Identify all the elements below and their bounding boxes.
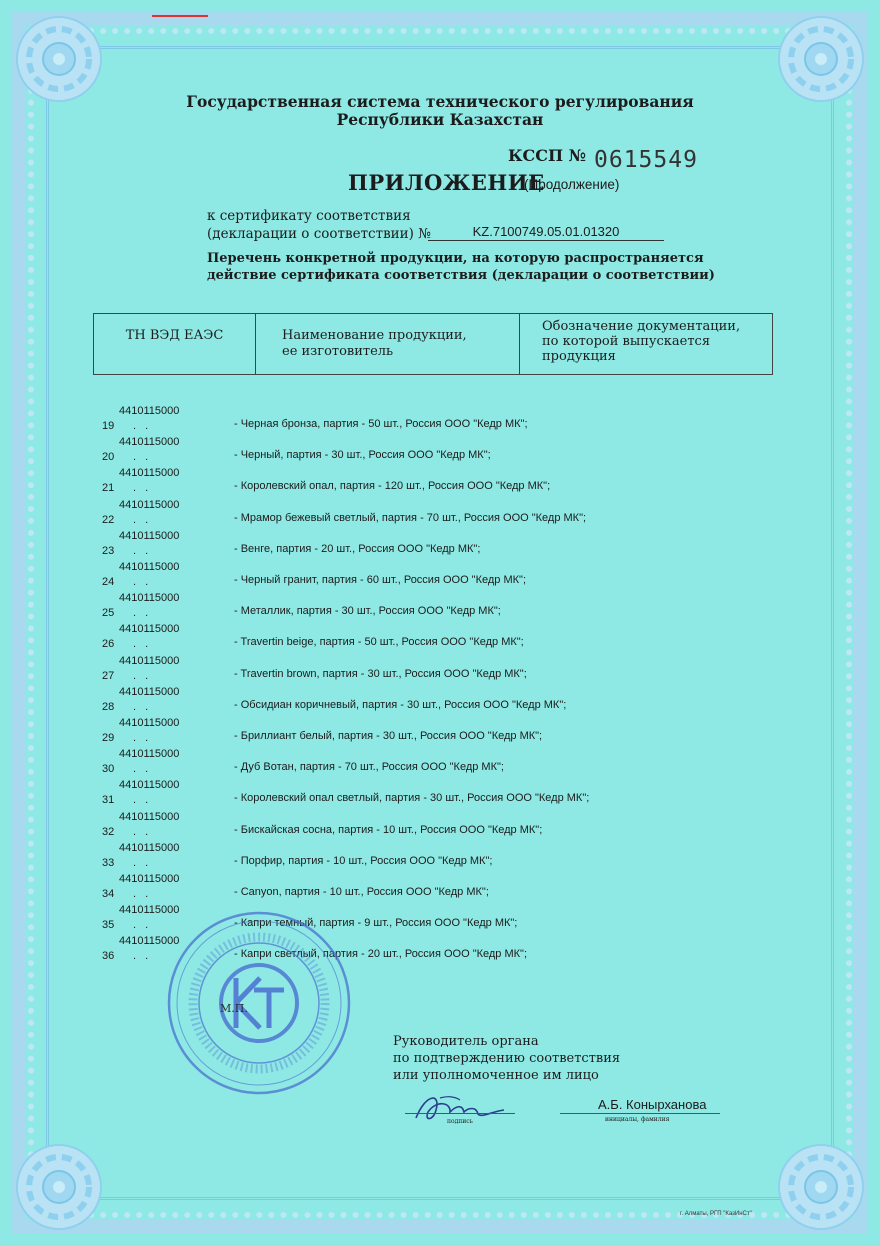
appendix-title: ПРИЛОЖЕНИЕ <box>348 170 545 195</box>
signature-underline <box>405 1113 515 1114</box>
row-description: - Черная бронза, партия - 50 шт., Россия ООО "Кедр МК"; <box>234 418 528 430</box>
row-number: 26 <box>102 638 115 651</box>
seal-mp-label: М.П. <box>220 1002 248 1015</box>
row-dots: . . <box>133 576 152 588</box>
row-code: 4410115000 <box>119 654 180 667</box>
scope-line-2: действие сертификата соответствия (декларации о соответствии) <box>207 268 715 283</box>
row-description: - Порфир, партия - 10 шт., Россия ООО "Кедр МК"; <box>234 854 493 867</box>
row-code: 4410115000 <box>119 498 180 511</box>
certificate-line-2: (декларации о соответствии) № <box>207 226 432 242</box>
header-doc-line-3: продукция <box>542 349 616 364</box>
row-number: 31 <box>102 794 115 807</box>
row-description: - Венге, партия - 20 шт., Россия ООО "Кедр МК"; <box>234 542 481 555</box>
row-dots: . . <box>133 420 152 432</box>
row-number: 24 <box>102 576 115 588</box>
row-code: 4410115000 <box>119 779 180 792</box>
row-code: 4410115000 <box>119 529 180 542</box>
row-description: - Дуб Вотан, партия - 70 шт., Россия ООО "Кедр МК"; <box>234 761 504 774</box>
header-cell-tnved: ТН ВЭД ЕАЭС <box>94 314 256 374</box>
row-dots: . . <box>133 919 152 932</box>
row-description: - Капри темный, партия - 9 шт., Россия ООО "Кедр МК"; <box>234 917 518 930</box>
products-table-header <box>93 313 773 375</box>
header-cell-documentation <box>520 314 772 374</box>
row-dots: . . <box>133 825 152 838</box>
row-code: 4410115000 <box>119 405 180 417</box>
signatory-name: А.Б. Конырханова <box>598 1097 707 1112</box>
row-number: 36 <box>102 950 115 963</box>
row-code: 4410115000 <box>119 436 180 449</box>
row-number: 19 <box>102 420 115 432</box>
official-seal <box>164 908 354 1098</box>
header-doc-line-2: по которой выпускается <box>542 334 711 349</box>
row-number: 29 <box>102 732 115 744</box>
signature-caption: подпись <box>447 1118 473 1125</box>
signatory-block <box>393 1033 620 1084</box>
row-description: - Мрамор бежевый светлый, партия - 70 шт., Россия ООО "Кедр МК"; <box>234 511 587 524</box>
row-code: 4410115000 <box>119 685 180 698</box>
corner-rosette-top-left <box>14 14 104 104</box>
row-dots: . . <box>133 607 152 620</box>
row-number: 33 <box>102 856 115 869</box>
row-dots: . . <box>133 700 152 713</box>
row-description: - Travertin brown, партия - 30 шт., Россия ООО "Кедр МК"; <box>234 667 527 680</box>
name-caption: инициалы, фамилия <box>605 1116 670 1123</box>
red-margin-mark <box>152 15 208 17</box>
row-number: 23 <box>102 544 115 557</box>
row-number: 35 <box>102 919 115 932</box>
row-description: - Canyon, партия - 10 шт., Россия ООО "Кедр МК"; <box>234 886 489 898</box>
row-number: 30 <box>102 763 115 776</box>
row-description: - Обсидиан коричневый, партия - 30 шт., Россия ООО "Кедр МК"; <box>234 698 567 711</box>
row-number: 20 <box>102 451 115 464</box>
row-dots: . . <box>133 544 152 557</box>
row-description: - Черный гранит, партия - 60 шт., Россия ООО "Кедр МК"; <box>234 574 526 586</box>
row-description: - Королевский опал, партия - 120 шт., Россия ООО "Кедр МК"; <box>234 480 551 493</box>
row-description: - Металлик, партия - 30 шт., Россия ООО "Кедр МК"; <box>234 605 501 618</box>
row-dots: . . <box>133 513 152 526</box>
kssp-number: 0615549 <box>594 147 698 173</box>
signatory-line-3: или уполномоченное им лицо <box>393 1068 599 1083</box>
row-dots: . . <box>133 669 152 682</box>
signatory-line-1: Руководитель органа <box>393 1034 539 1049</box>
row-code: 4410115000 <box>119 841 180 854</box>
row-dots: . . <box>133 950 152 963</box>
scope-line-1: Перечень конкретной продукции, на которую распространяется <box>207 251 704 266</box>
row-code: 4410115000 <box>119 561 180 573</box>
kssp-label: КССП № <box>508 146 587 165</box>
row-description: - Черный, партия - 30 шт., Россия ООО "Кедр МК"; <box>234 449 491 462</box>
corner-rosette-bottom-right <box>776 1142 866 1232</box>
row-dots: . . <box>133 451 152 464</box>
row-code: 4410115000 <box>119 623 180 636</box>
row-number: 25 <box>102 607 115 620</box>
row-description: - Бискайская сосна, партия - 10 шт., Россия ООО "Кедр МК"; <box>234 823 543 836</box>
row-number: 21 <box>102 482 115 495</box>
row-dots: . . <box>133 638 152 651</box>
header-line-2: Республики Казахстан <box>336 110 544 129</box>
row-number: 27 <box>102 669 115 682</box>
header-line-1: Государственная система технического регулирования <box>186 92 694 111</box>
row-dots: . . <box>133 763 152 776</box>
row-code: 4410115000 <box>119 467 180 480</box>
row-dots: . . <box>133 482 152 495</box>
printer-footer: г. Алматы, РГП "КазИнСт" <box>680 1211 752 1217</box>
row-description: - Travertin beige, партия - 50 шт., Россия ООО "Кедр МК"; <box>234 636 524 649</box>
header-doc-line-1: Обозначение документации, <box>542 319 741 334</box>
row-code: 4410115000 <box>119 935 180 948</box>
row-code: 4410115000 <box>119 810 180 823</box>
header-cell-product <box>256 314 520 374</box>
appendix-continuation: (Продолжение) <box>524 177 620 192</box>
row-description: - Капри светлый, партия - 20 шт., Россия ООО "Кедр МК"; <box>234 948 528 961</box>
row-code: 4410115000 <box>119 748 180 761</box>
row-dots: . . <box>133 856 152 869</box>
row-code: 4410115000 <box>119 904 180 917</box>
row-number: 32 <box>102 825 115 838</box>
row-dots: . . <box>133 794 152 807</box>
corner-rosette-bottom-left <box>14 1142 104 1232</box>
row-number: 22 <box>102 513 115 526</box>
row-description: - Королевский опал светлый, партия - 30 шт., Россия ООО "Кедр МК"; <box>234 792 590 805</box>
row-dots: . . <box>133 888 152 900</box>
certificate-line-1: к сертификату соответствия <box>207 208 411 224</box>
row-code: 4410115000 <box>119 717 180 729</box>
corner-rosette-top-right <box>776 14 866 104</box>
row-code: 4410115000 <box>119 592 180 605</box>
row-description: - Бриллиант белый, партия - 30 шт., Россия ООО "Кедр МК"; <box>234 730 543 742</box>
row-number: 34 <box>102 888 115 900</box>
row-dots: . . <box>133 732 152 744</box>
row-number: 28 <box>102 700 115 713</box>
signatory-line-2: по подтверждению соответствия <box>393 1051 621 1066</box>
certificate-number: KZ.7100749.05.01.01320 <box>428 224 664 241</box>
header-product-line-1: Наименование продукции, <box>282 328 467 343</box>
header-product-line-2: ее изготовитель <box>282 344 394 359</box>
name-underline <box>560 1113 720 1114</box>
row-code: 4410115000 <box>119 873 180 885</box>
